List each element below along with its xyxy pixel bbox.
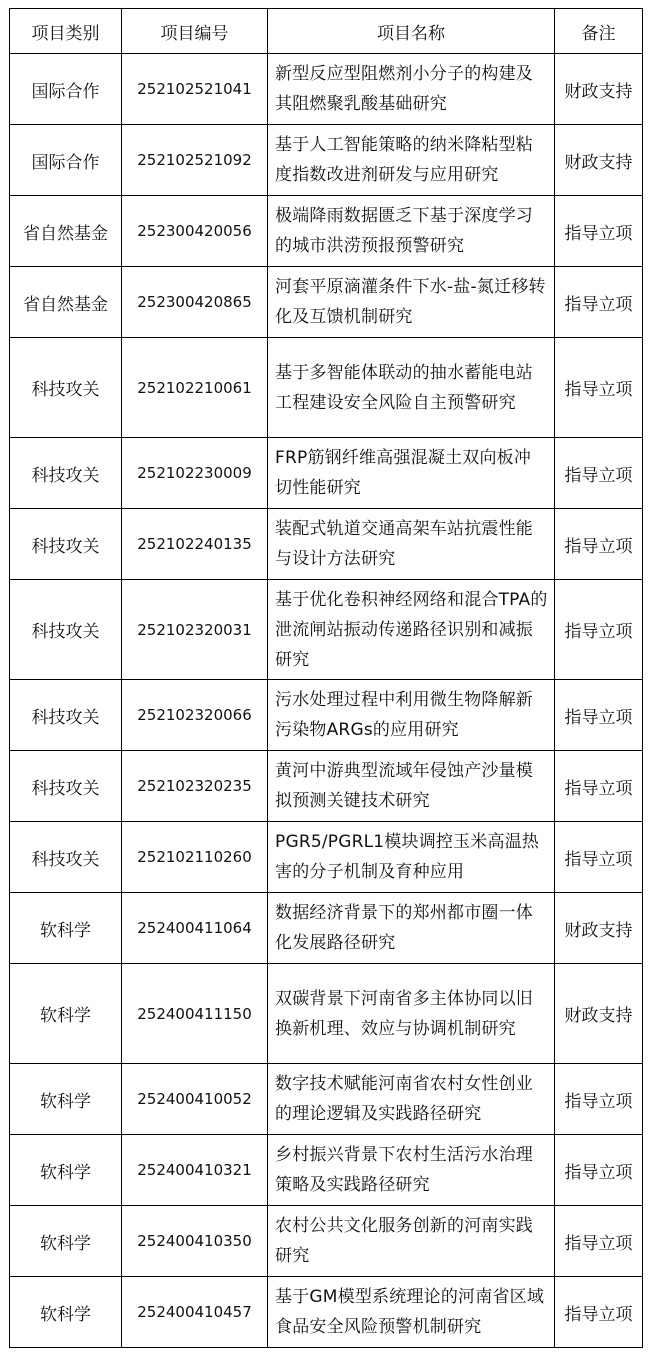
table-row: [10, 751, 643, 822]
cell-code: 252400410052: [122, 1064, 268, 1135]
cell-note: 指导立项: [555, 196, 643, 267]
cell-category: 软科学: [10, 1277, 122, 1348]
table-header-row: [10, 9, 643, 54]
cell-code: 252102320031: [122, 580, 268, 680]
cell-category: 国际合作: [10, 54, 122, 125]
cell-name: 河套平原滴灌条件下水-盐-氮迁移转化及互馈机制研究: [268, 267, 555, 338]
table-row: [10, 680, 643, 751]
table-row: [10, 1277, 643, 1348]
cell-category: 国际合作: [10, 125, 122, 196]
header-category: 项目类别: [10, 9, 122, 54]
cell-name: 基于人工智能策略的纳米降粘型粘度指数改进剂研发与应用研究: [268, 125, 555, 196]
table-row: [10, 1064, 643, 1135]
table-row: [10, 580, 643, 680]
cell-note: 指导立项: [555, 1135, 643, 1206]
cell-name: 基于优化卷积神经网络和混合TPA的泄流闸站振动传递路径识别和减振研究: [268, 580, 555, 680]
cell-category: 软科学: [10, 1206, 122, 1277]
cell-note: 财政支持: [555, 125, 643, 196]
cell-note: 财政支持: [555, 54, 643, 125]
cell-name: 农村公共文化服务创新的河南实践研究: [268, 1206, 555, 1277]
cell-name: 黄河中游典型流域年侵蚀产沙量模拟预测关键技术研究: [268, 751, 555, 822]
cell-code: 252102320235: [122, 751, 268, 822]
cell-category: 科技攻关: [10, 751, 122, 822]
cell-name: 基于GM模型系统理论的河南省区域食品安全风险预警机制研究: [268, 1277, 555, 1348]
cell-note: 指导立项: [555, 580, 643, 680]
cell-category: 省自然基金: [10, 196, 122, 267]
cell-note: 指导立项: [555, 509, 643, 580]
cell-code: 252400410321: [122, 1135, 268, 1206]
cell-note: 指导立项: [555, 1064, 643, 1135]
cell-name: 新型反应型阻燃剂小分子的构建及其阻燃聚乳酸基础研究: [268, 54, 555, 125]
header-name: 项目名称: [268, 9, 555, 54]
cell-category: 软科学: [10, 893, 122, 964]
cell-category: 科技攻关: [10, 438, 122, 509]
cell-code: 252102320066: [122, 680, 268, 751]
cell-code: 252102110260: [122, 822, 268, 893]
cell-code: 252102521092: [122, 125, 268, 196]
table-row: [10, 1206, 643, 1277]
project-table-wrapper: [9, 8, 642, 1348]
cell-name: 极端降雨数据匮乏下基于深度学习的城市洪涝预报预警研究: [268, 196, 555, 267]
cell-code: 252400411064: [122, 893, 268, 964]
cell-code: 252300420865: [122, 267, 268, 338]
cell-code: 252102210061: [122, 338, 268, 438]
cell-category: 软科学: [10, 964, 122, 1064]
cell-category: 软科学: [10, 1064, 122, 1135]
table-row: [10, 438, 643, 509]
cell-code: 252400411150: [122, 964, 268, 1064]
cell-name: 数字技术赋能河南省农村女性创业的理论逻辑及实践路径研究: [268, 1064, 555, 1135]
cell-name: 数据经济背景下的郑州都市圈一体化发展路径研究: [268, 893, 555, 964]
table-row: [10, 267, 643, 338]
cell-category: 科技攻关: [10, 822, 122, 893]
project-table: [9, 8, 643, 1348]
cell-name: 基于多智能体联动的抽水蓄能电站工程建设安全风险自主预警研究: [268, 338, 555, 438]
cell-note: 指导立项: [555, 338, 643, 438]
cell-note: 指导立项: [555, 267, 643, 338]
cell-category: 科技攻关: [10, 580, 122, 680]
cell-note: 财政支持: [555, 893, 643, 964]
table-row: [10, 822, 643, 893]
cell-code: 252102521041: [122, 54, 268, 125]
cell-category: 科技攻关: [10, 509, 122, 580]
table-row: [10, 964, 643, 1064]
table-row: [10, 509, 643, 580]
cell-category: 科技攻关: [10, 338, 122, 438]
header-note: 备注: [555, 9, 643, 54]
cell-code: 252400410350: [122, 1206, 268, 1277]
header-code: 项目编号: [122, 9, 268, 54]
cell-note: 指导立项: [555, 1277, 643, 1348]
cell-name: 双碳背景下河南省多主体协同以旧换新机理、效应与协调机制研究: [268, 964, 555, 1064]
table-row: [10, 54, 643, 125]
cell-name: 乡村振兴背景下农村生活污水治理策略及实践路径研究: [268, 1135, 555, 1206]
cell-category: 省自然基金: [10, 267, 122, 338]
table-row: [10, 893, 643, 964]
cell-name: 污水处理过程中利用微生物降解新污染物ARGs的应用研究: [268, 680, 555, 751]
table-row: [10, 338, 643, 438]
cell-note: 指导立项: [555, 822, 643, 893]
cell-category: 软科学: [10, 1135, 122, 1206]
table-row: [10, 196, 643, 267]
cell-name: FRP筋钢纤维高强混凝土双向板冲切性能研究: [268, 438, 555, 509]
cell-code: 252102230009: [122, 438, 268, 509]
cell-code: 252102240135: [122, 509, 268, 580]
cell-code: 252400410457: [122, 1277, 268, 1348]
cell-note: 指导立项: [555, 680, 643, 751]
table-row: [10, 125, 643, 196]
cell-note: 财政支持: [555, 964, 643, 1064]
cell-name: PGR5/PGRL1模块调控玉米高温热害的分子机制及育种应用: [268, 822, 555, 893]
cell-note: 指导立项: [555, 751, 643, 822]
cell-category: 科技攻关: [10, 680, 122, 751]
table-row: [10, 1135, 643, 1206]
cell-name: 装配式轨道交通高架车站抗震性能与设计方法研究: [268, 509, 555, 580]
cell-note: 指导立项: [555, 438, 643, 509]
cell-code: 252300420056: [122, 196, 268, 267]
cell-note: 指导立项: [555, 1206, 643, 1277]
